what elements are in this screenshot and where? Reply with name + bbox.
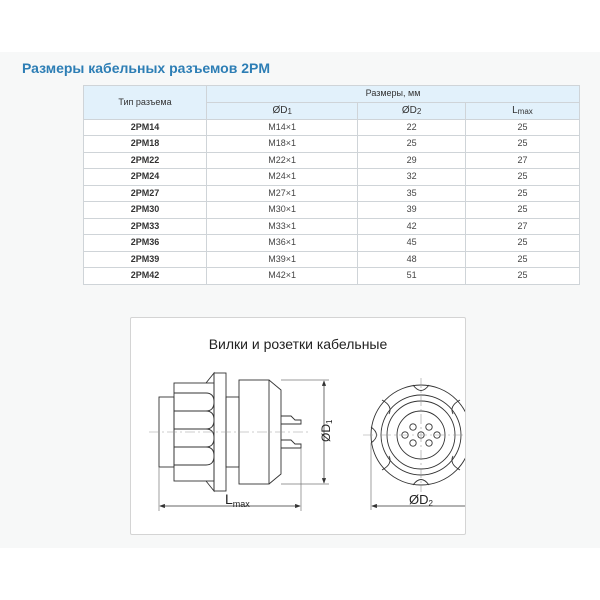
table-row	[84, 152, 580, 169]
cell-lmax: 25	[465, 268, 579, 285]
cell-d1: M24×1	[207, 169, 358, 186]
cell-type: 2PM24	[84, 169, 207, 186]
cell-d2: 39	[358, 202, 466, 219]
cell-d1: M27×1	[207, 185, 358, 202]
cell-d2: 25	[358, 136, 466, 153]
table-row	[84, 202, 580, 219]
header-lmax-sub: max	[517, 106, 533, 116]
connector-drawing	[131, 318, 465, 534]
cell-d2: 35	[358, 185, 466, 202]
header-d2	[358, 102, 466, 119]
header-d1	[207, 102, 358, 119]
header-lmax-main: L	[512, 104, 518, 116]
cell-lmax: 25	[465, 169, 579, 186]
connector-diagram	[130, 317, 466, 535]
dimensions-table	[83, 85, 580, 285]
page-title: Размеры кабельных разъемов 2PM	[22, 60, 271, 76]
cell-d1: M30×1	[207, 202, 358, 219]
cell-d2: 51	[358, 268, 466, 285]
header-lmax	[465, 102, 579, 119]
table-row	[84, 169, 580, 186]
header-d1-sub: 1	[287, 106, 292, 116]
cell-d1: M33×1	[207, 218, 358, 235]
header-connector-type: Тип разъема	[84, 86, 207, 120]
cell-d2: 45	[358, 235, 466, 252]
table-row	[84, 218, 580, 235]
table-row	[84, 251, 580, 268]
cell-type: 2PM22	[84, 152, 207, 169]
header-d1-main: ØD	[272, 104, 288, 116]
cell-type: 2PM39	[84, 251, 207, 268]
cell-type: 2PM14	[84, 119, 207, 136]
cell-d1: M14×1	[207, 119, 358, 136]
cell-lmax: 27	[465, 218, 579, 235]
cell-d2: 48	[358, 251, 466, 268]
header-dimensions-group: Размеры, мм	[207, 86, 580, 103]
cell-d2: 22	[358, 119, 466, 136]
cell-d2: 42	[358, 218, 466, 235]
header-d2-main: ØD	[401, 104, 417, 116]
cell-type: 2PM33	[84, 218, 207, 235]
cell-lmax: 25	[465, 185, 579, 202]
cell-d1: M36×1	[207, 235, 358, 252]
cell-lmax: 25	[465, 119, 579, 136]
table-row	[84, 119, 580, 136]
cell-d2: 32	[358, 169, 466, 186]
cell-lmax: 25	[465, 202, 579, 219]
cell-lmax: 25	[465, 136, 579, 153]
cell-lmax: 25	[465, 235, 579, 252]
d2-label: ØD2	[409, 492, 433, 508]
header-d2-sub: 2	[416, 106, 422, 116]
lmax-label: $L_{max}$	[225, 491, 250, 509]
cell-d1: M18×1	[207, 136, 358, 153]
cell-d1: M42×1	[207, 268, 358, 285]
table-row	[84, 235, 580, 252]
cell-lmax: 27	[465, 152, 579, 169]
cell-type: 2PM27	[84, 185, 207, 202]
cell-type: 2PM42	[84, 268, 207, 285]
cell-d2: 29	[358, 152, 466, 169]
cell-type: 2PM36	[84, 235, 207, 252]
d1-label: ØD1	[319, 419, 334, 442]
table-row	[84, 268, 580, 285]
cell-type: 2PM18	[84, 136, 207, 153]
cell-d1: M22×1	[207, 152, 358, 169]
table-row	[84, 185, 580, 202]
diagram-title: Вилки и розетки кабельные	[208, 336, 388, 352]
table-row	[84, 136, 580, 153]
cell-d1: M39×1	[207, 251, 358, 268]
cell-type: 2PM30	[84, 202, 207, 219]
cell-lmax: 25	[465, 251, 579, 268]
